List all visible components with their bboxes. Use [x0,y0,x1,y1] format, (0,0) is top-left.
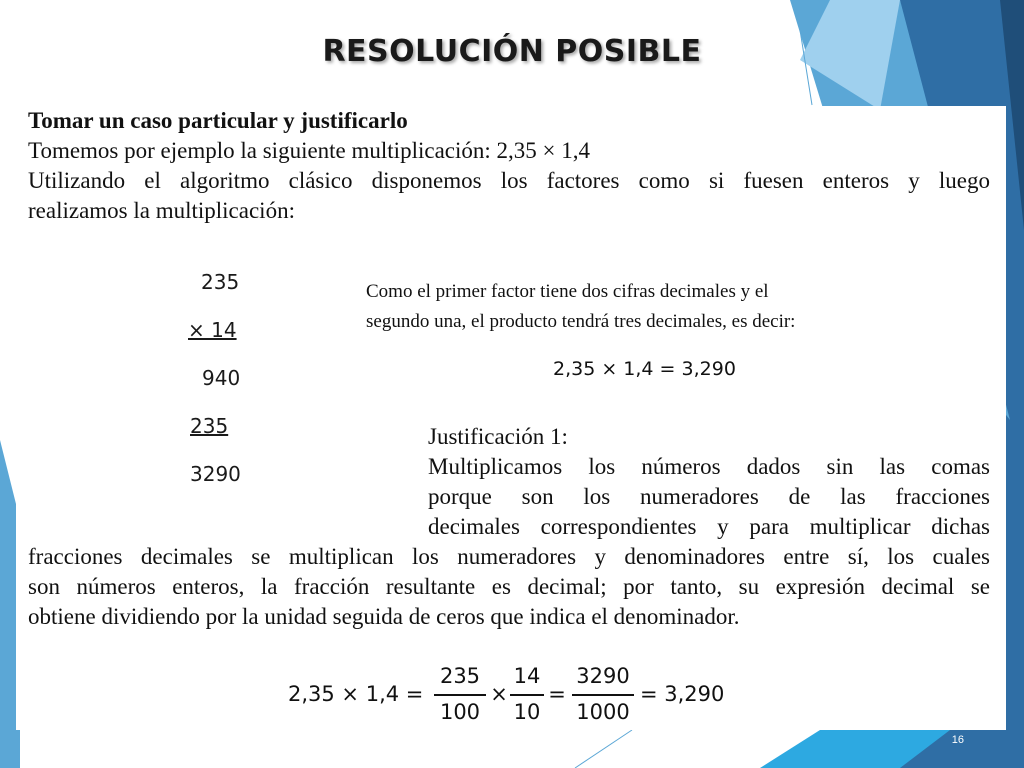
fraction-3-denominator: 1000 [576,700,630,724]
equals-sign: = [548,682,566,706]
justification-full-line: son números enteros, la fracción resultante es decimal; por tanto, su expresión decimal se [28,574,990,599]
justification-last-line: obtiene dividiendo por la unidad seguida de ceros que indica el denominador. [28,604,740,629]
page-number: 16 [951,734,964,746]
section-heading: Tomar un caso particular y justificarlo [28,108,408,133]
final-equation-result: = 3,290 [640,682,725,706]
multiplication-partial-2: 235 [190,414,229,438]
multiplication-partial-1: 940 [202,366,241,390]
multiplication-result: 3290 [190,462,241,486]
fraction-1-numerator: 235 [439,664,481,688]
fraction-3-numerator: 3290 [576,664,630,688]
slide-title: RESOLUCIÓN POSIBLE [322,34,702,69]
content-panel [16,106,1006,730]
fraction-2-bar [510,694,544,696]
final-equation-lhs: 2,35 × 1,4 = [288,682,424,706]
justification-full-line: fracciones decimales se multiplican los numeradores y denominadores entre sí, los cuales [28,544,990,569]
fraction-1-denominator: 100 [439,700,481,724]
intro-line: Tomemos por ejemplo la siguiente multiplicación: 2,35 × 1,4 [28,138,590,163]
side-text-line-2: segundo una, el producto tendrá tres decimales, es decir: [366,311,796,332]
fraction-1-bar [434,694,486,696]
side-equation: 2,35 × 1,4 = 3,290 [553,358,736,380]
bottom-thin-line [575,730,632,768]
fraction-2-numerator: 14 [513,664,541,688]
side-text-line-1: Como el primer factor tiene dos cifras decimales y el [366,281,769,302]
fraction-2-denominator: 10 [513,700,541,724]
justification-line: Multiplicamos los números dados sin las comas [428,454,990,479]
justification-title: Justificación 1: [428,424,568,449]
fraction-3-bar [572,694,634,696]
paragraph-line-end: realizamos la multiplicación: [28,198,295,223]
paragraph-line: Utilizando el algoritmo clásico disponemos los factores como si fuesen enteros y luego [28,168,990,193]
times-sign: × [490,682,508,706]
justification-line: decimales correspondientes y para multiplicar dichas [428,514,990,539]
multiplication-factor-2: × 14 [188,318,237,342]
justification-line: porque son los numeradores de las fracciones [428,484,990,509]
multiplication-factor-1: 235 [201,270,240,294]
